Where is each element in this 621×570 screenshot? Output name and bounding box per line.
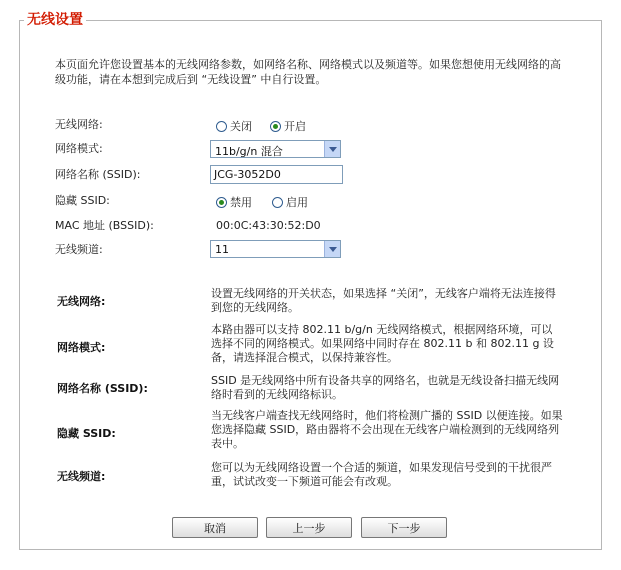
page-title: 无线设置 [24, 11, 86, 29]
chevron-down-icon[interactable] [324, 141, 340, 157]
help-desc-channel: 您可以为无线网络设置一个合适的频道，如果发现信号受到的干扰很严重，试试改变一下频道可能会有改观。 [211, 461, 552, 488]
channel-label: 无线频道: [55, 243, 103, 256]
cancel-button[interactable]: 取消 [172, 517, 258, 538]
help-title-ssid: 网络名称 (SSID): [57, 382, 148, 395]
next-button[interactable]: 下一步 [361, 517, 447, 538]
radio-on-icon [270, 121, 281, 132]
wireless-label: 无线网络: [55, 118, 103, 131]
wireless-on-radio[interactable] [270, 118, 306, 134]
help-title-hide-ssid: 隐藏 SSID: [57, 427, 116, 440]
channel-value: 11 [215, 243, 229, 256]
hide-ssid-disable-label: 禁用 [230, 196, 252, 209]
help-title-channel: 无线频道: [57, 470, 106, 483]
help-desc-hide-ssid: 当无线客户端查找无线网络时，他们将检测广播的 SSID 以便连接。如果您选择隐藏 SSID，路由器将不会出现在无线客户端检测到的无线网络列表中。 [211, 409, 563, 450]
mode-value: 11b/g/n 混合 [215, 145, 283, 158]
hide-ssid-label: 隐藏 SSID: [55, 194, 110, 207]
help-desc-mode: 本路由器可以支持 802.11 b/g/n 无线网络模式，根据网络环境，可以选择不同的网络模式。如果网络中同时存在 802.11 b 和 802.11 g 设备，请选择混合模式，以保持兼容性。 [211, 323, 554, 364]
hide-ssid-enable-label: 启用 [286, 196, 308, 209]
mode-select[interactable] [210, 140, 341, 158]
wireless-off-label: 关闭 [230, 120, 252, 133]
help-title-wireless: 无线网络: [57, 295, 106, 308]
mode-label: 网络模式: [55, 142, 103, 155]
radio-off-icon [216, 121, 227, 132]
help-desc-ssid: SSID 是无线网络中所有设备共享的网络名，也就是无线设备扫描无线网络时看到的无线网络标识。 [211, 374, 560, 401]
radio-enable-icon [272, 197, 283, 208]
help-desc-wireless: 设置无线网络的开关状态，如果选择 “关闭”，无线客户端将无法连接得到您的无线网络。 [211, 287, 556, 314]
radio-disable-icon [216, 197, 227, 208]
help-title-mode: 网络模式: [57, 341, 106, 354]
intro-text: 本页面允许您设置基本的无线网络参数，如网络名称、网络模式以及频道等。如果您想使用无线网络的高级功能，请在本想到完成后到 “无线设置” 中自行设置。 [55, 58, 561, 86]
prev-button[interactable]: 上一步 [266, 517, 352, 538]
wireless-off-radio[interactable] [216, 118, 252, 134]
chevron-down-icon[interactable] [324, 241, 340, 257]
ssid-input[interactable]: JCG-3052D0 [210, 165, 343, 184]
wireless-on-label: 开启 [284, 120, 306, 133]
hide-ssid-enable-radio[interactable] [272, 194, 308, 210]
mac-value: 00:0C:43:30:52:D0 [216, 219, 321, 232]
hide-ssid-disable-radio[interactable] [216, 194, 252, 210]
ssid-label: 网络名称 (SSID): [55, 168, 141, 181]
mac-label: MAC 地址 (BSSID): [55, 219, 154, 232]
channel-select[interactable] [210, 240, 341, 258]
